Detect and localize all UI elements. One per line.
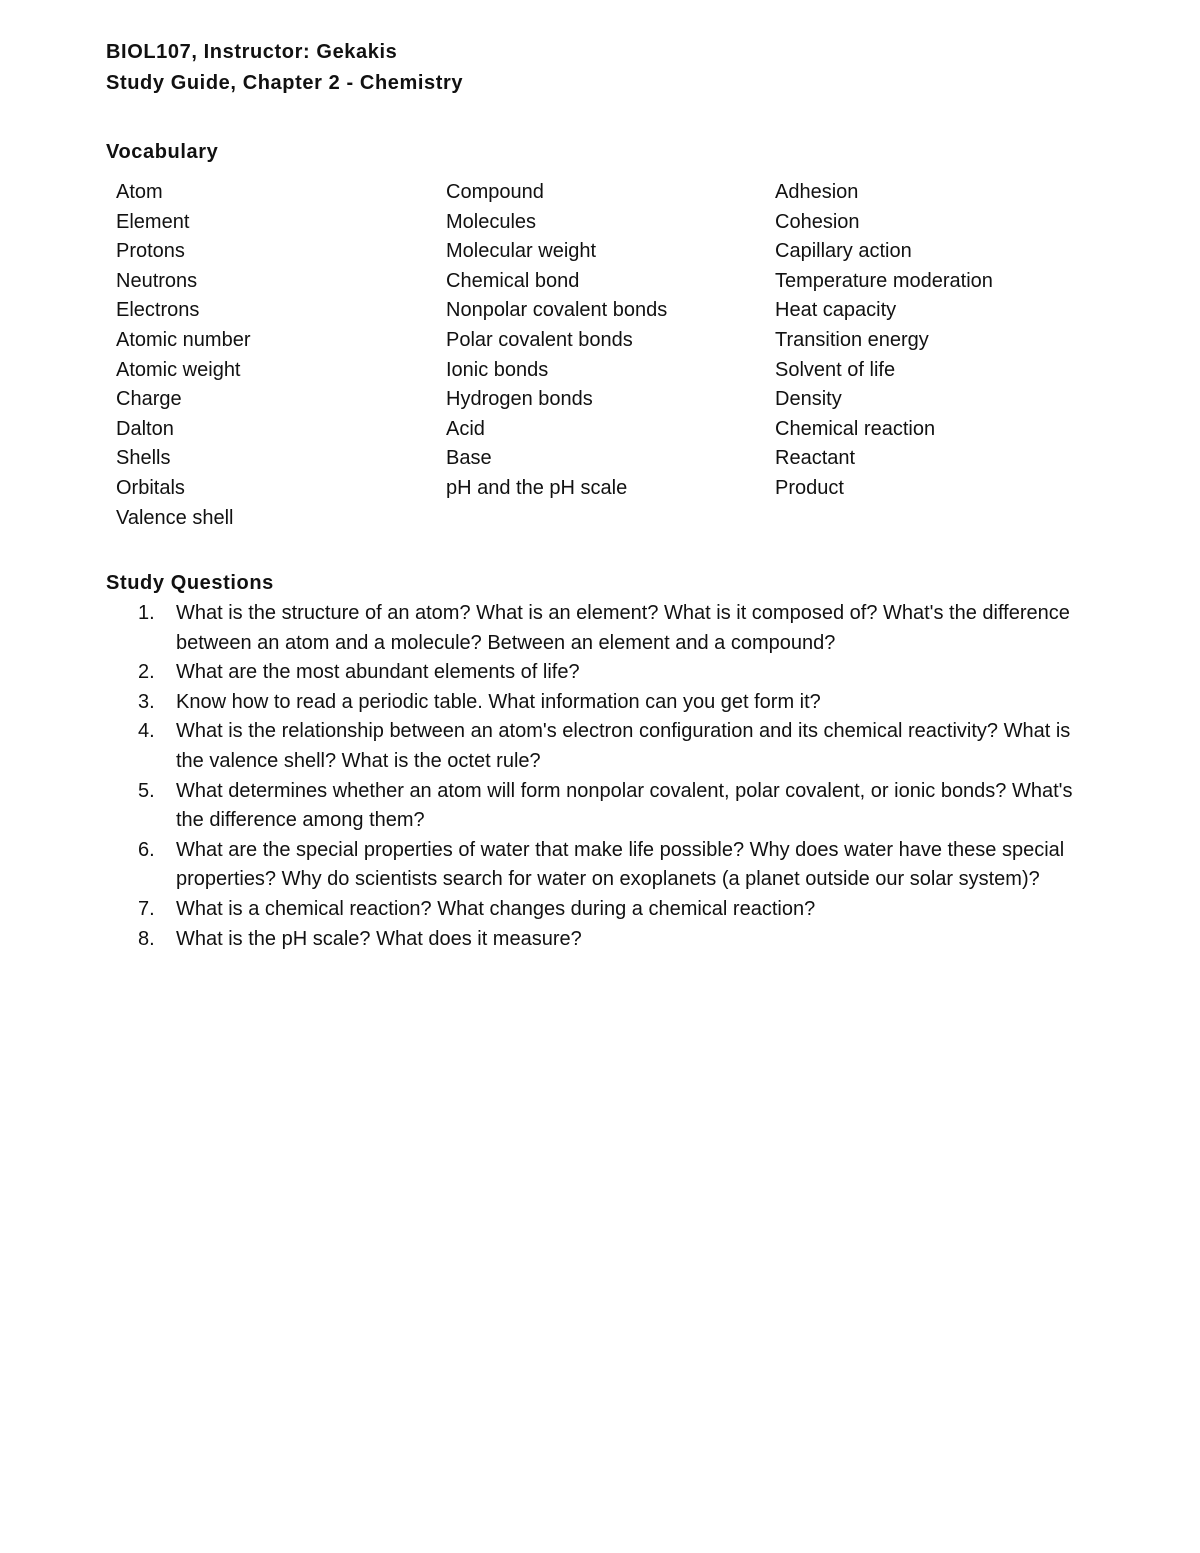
question-text: What are the special properties of water that make life possible? Why does water have these special properties? Why do scientists search for water on exoplanets (a planet outside our solar system)? (176, 838, 1065, 891)
question-number: 2. (138, 661, 155, 684)
vocabulary-term: Base (446, 447, 492, 470)
vocabulary-term: Temperature moderation (775, 269, 993, 292)
study-question (138, 925, 1098, 955)
question-text: What is the structure of an atom? What is an element? What is it composed of? What's the difference between an atom and a molecule? Between an element and a compound? (176, 602, 1070, 654)
vocabulary-term: Transition energy (775, 328, 929, 351)
vocabulary-term: Capillary action (775, 240, 912, 263)
question-number: 7. (138, 897, 155, 920)
vocabulary-term: Atomic number (116, 328, 251, 351)
vocabulary-column-1 (116, 178, 251, 533)
vocabulary-term: Heat capacity (775, 299, 897, 322)
vocabulary-term: Reactant (775, 447, 856, 470)
study-question (138, 777, 1098, 836)
vocabulary-term: Neutrons (116, 269, 198, 292)
study-guide-title: Study Guide, Chapter 2 - Chemistry (106, 72, 464, 94)
question-number: 1. (138, 602, 155, 624)
vocabulary-term: Polar covalent bonds (446, 328, 633, 351)
vocabulary-term: Atom (116, 181, 163, 203)
study-question (138, 599, 1098, 658)
vocabulary-term: Shells (116, 447, 171, 470)
vocabulary-term: Molecular weight (446, 240, 597, 263)
vocabulary-term: Hydrogen bonds (446, 388, 593, 411)
question-number: 8. (138, 927, 155, 950)
study-question (138, 688, 1098, 718)
question-text: What is the relationship between an atom's electron configuration and its chemical reactivity? What is the valence shell? What is the octet rule? (176, 720, 1071, 772)
vocabulary-term: Charge (116, 388, 182, 411)
question-number: 6. (138, 838, 155, 861)
vocabulary-term: Density (775, 388, 842, 411)
study-question (138, 836, 1098, 895)
vocabulary-term: Valence shell (116, 506, 234, 529)
vocabulary-heading: Vocabulary (106, 141, 219, 163)
vocabulary-term: Adhesion (775, 181, 859, 203)
question-text: What are the most abundant elements of life? (176, 661, 580, 684)
vocabulary-column-2 (446, 178, 667, 504)
vocabulary-term: Electrons (116, 299, 200, 322)
question-number: 5. (138, 779, 155, 802)
vocabulary-term: Solvent of life (775, 358, 896, 381)
vocabulary-term: Ionic bonds (446, 358, 549, 381)
vocabulary-term: Chemical bond (446, 269, 580, 292)
vocabulary-column-3 (775, 178, 993, 504)
study-question (138, 895, 1098, 925)
vocabulary-term: Orbitals (116, 476, 185, 499)
study-question (138, 717, 1098, 776)
vocabulary-term: Chemical reaction (775, 417, 936, 440)
vocabulary-term: Molecules (446, 210, 537, 233)
vocabulary-term: Acid (446, 417, 485, 440)
vocabulary-term: Cohesion (775, 210, 860, 233)
study-questions-list (138, 599, 1098, 954)
course-title: BIOL107, Instructor: Gekakis (106, 41, 398, 63)
vocabulary-term: Product (775, 476, 844, 499)
question-text: Know how to read a periodic table. What information can you get form it? (176, 690, 821, 713)
study-questions-heading: Study Questions (106, 572, 274, 594)
vocabulary-term: Compound (446, 181, 544, 203)
vocabulary-term: Dalton (116, 417, 174, 440)
vocabulary-term: Atomic weight (116, 358, 241, 381)
question-text: What determines whether an atom will form nonpolar covalent, polar covalent, or ionic bonds? What's the difference among them? (176, 779, 1073, 832)
question-text: What is the pH scale? What does it measure? (176, 927, 582, 950)
question-text: What is a chemical reaction? What changes during a chemical reaction? (176, 897, 816, 920)
study-question (138, 658, 1098, 688)
vocabulary-term: Protons (116, 240, 185, 263)
question-number: 3. (138, 690, 155, 713)
question-number: 4. (138, 720, 155, 743)
vocabulary-term: pH and the pH scale (446, 476, 628, 499)
vocabulary-term: Nonpolar covalent bonds (446, 299, 668, 322)
vocabulary-term: Element (116, 210, 190, 233)
